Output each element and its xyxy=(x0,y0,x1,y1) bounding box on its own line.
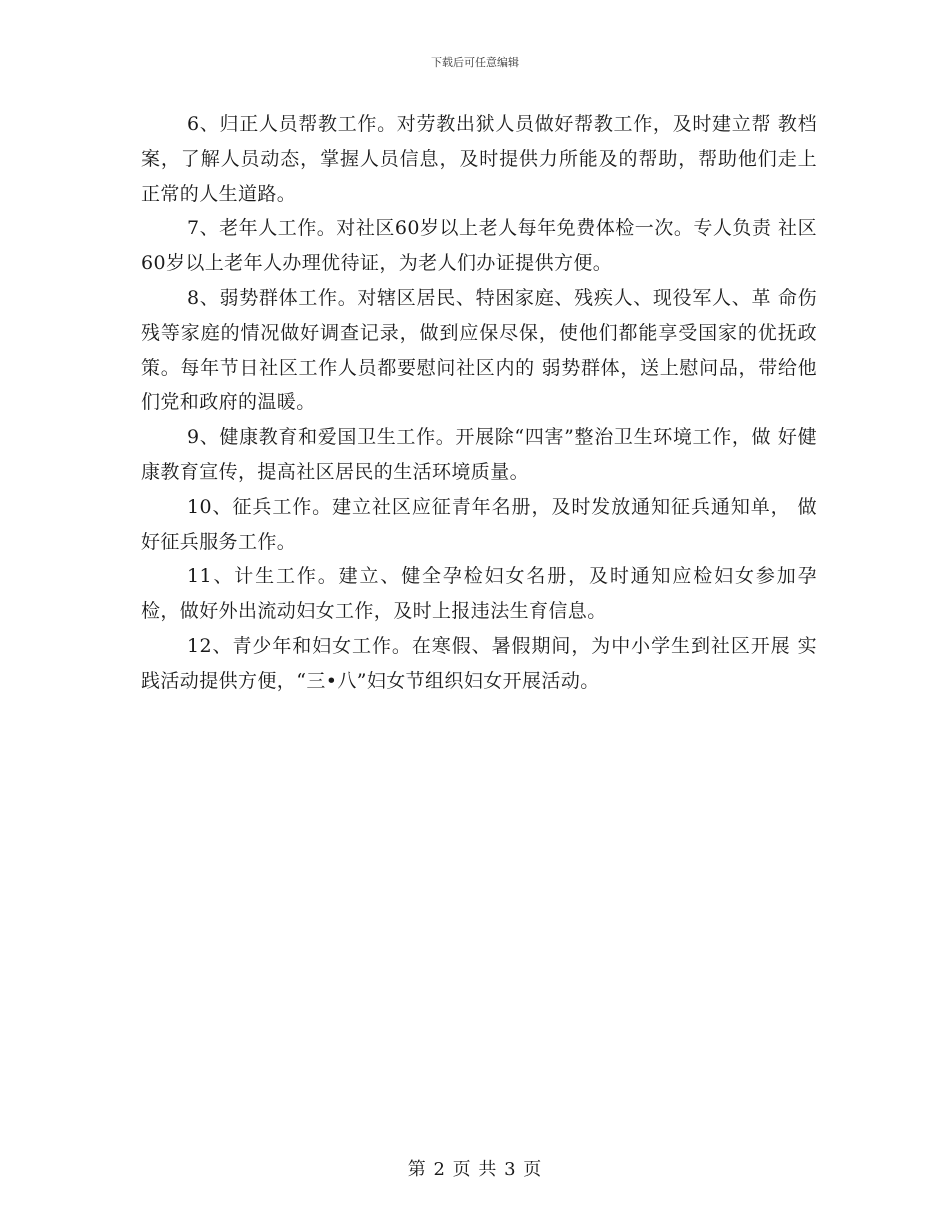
paragraph-item-8: 8、弱势群体工作。对辖区居民、特困家庭、残疾人、现役军人、革 命伤残等家庭的情况做好调查记录，做到应保尽保，使他们都能享受国家的优抚政策。每年节日社区工作人员都要慰问社区内的 弱势群体，送上慰问品，带给他们党和政府的温暖。 xyxy=(141,286,817,414)
paragraph-item-10: 10、征兵工作。建立社区应征青年名册，及时发放通知征兵通知单， 做好征兵服务工作。 xyxy=(141,495,817,553)
paragraph-item-7: 7、老年人工作。对社区60岁以上老人每年免费体检一次。专人负责 社区60岁以上老年人办理优待证，为老人们办证提供方便。 xyxy=(141,217,817,275)
page-number-footer: 第 2 页 共 3 页 xyxy=(407,1159,543,1180)
paragraph-item-6: 6、归正人员帮教工作。对劳教出狱人员做好帮教工作，及时建立帮 教档案，了解人员动态，掌握人员信息，及时提供力所能及的帮助，帮助他们走上正常的人生道路。 xyxy=(141,113,817,205)
paragraph-item-11: 11、计生工作。建立、健全孕检妇女名册，及时通知应检妇女参加孕 检，做好外出流动妇女工作，及时上报违法生育信息。 xyxy=(141,565,817,623)
paragraph-item-9: 9、健康教育和爱国卫生工作。开展除“四害”整治卫生环境工作，做 好健康教育宣传，提高社区居民的生活环境质量。 xyxy=(141,426,817,483)
document-body xyxy=(141,107,817,699)
page-header: 下载后可任意编辑 xyxy=(431,56,519,69)
paragraph-item-12: 12、青少年和妇女工作。在寒假、暑假期间，为中小学生到社区开展 实践活动提供方便，“三•八”妇女节组织妇女开展活动。 xyxy=(141,634,817,692)
